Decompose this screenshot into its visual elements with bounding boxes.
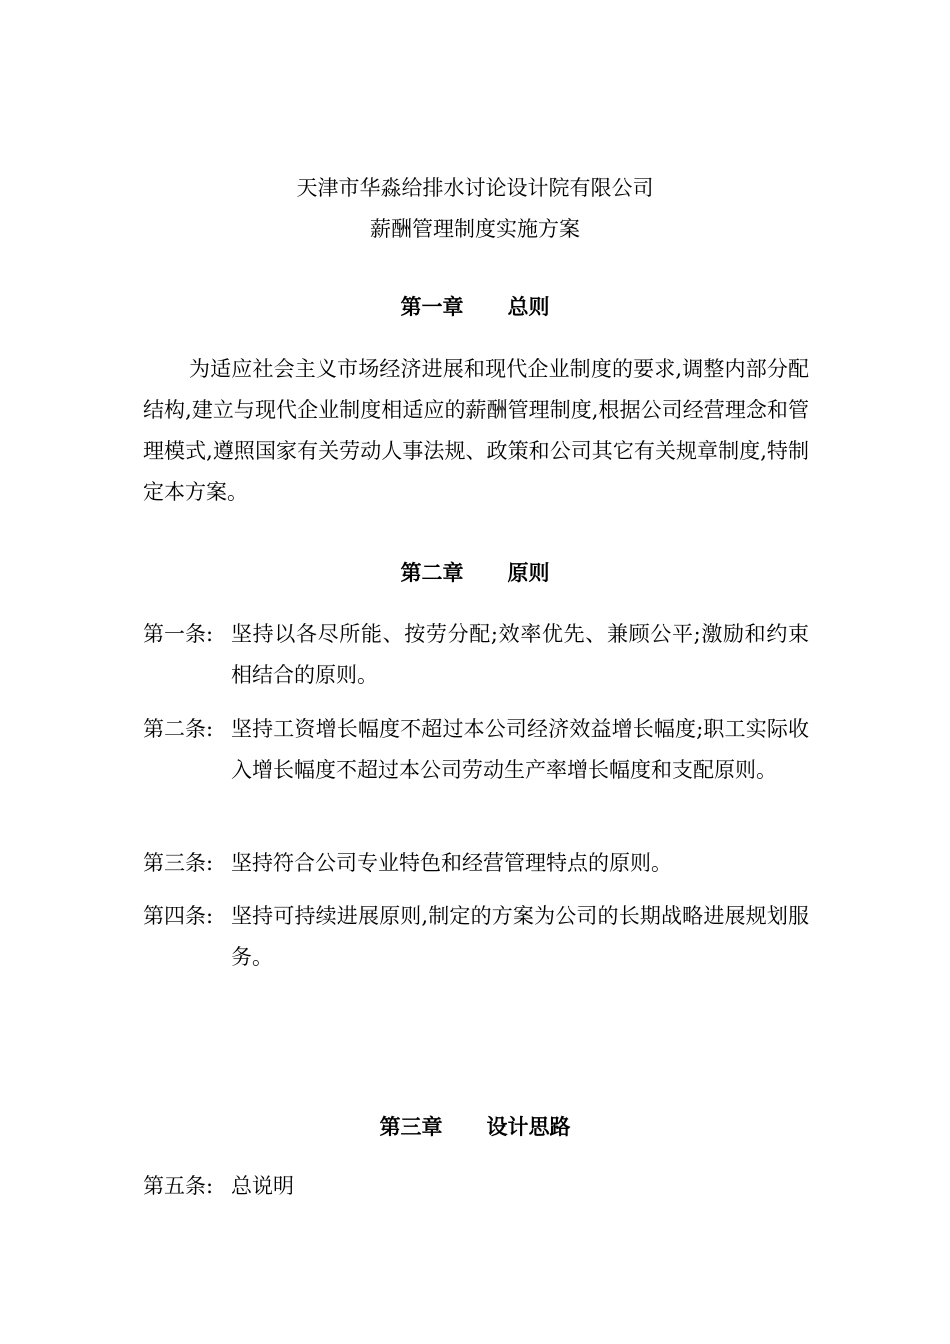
article-5-text: 总说明 bbox=[231, 1174, 294, 1198]
chapter-1-number: 第一章 bbox=[400, 294, 464, 319]
chapter-2-heading bbox=[0, 557, 950, 587]
article-1-label: 第一条: bbox=[143, 622, 214, 646]
chapter-2-name: 原则 bbox=[507, 560, 550, 585]
article-3 bbox=[143, 843, 809, 884]
chapter-1-name: 总则 bbox=[507, 294, 550, 319]
article-2-label: 第二条: bbox=[143, 717, 214, 741]
chapter-3-number: 第三章 bbox=[379, 1114, 443, 1139]
article-5-label: 第五条: bbox=[143, 1174, 214, 1198]
article-2 bbox=[143, 709, 809, 791]
article-1 bbox=[143, 614, 809, 696]
article-4 bbox=[143, 896, 809, 978]
chapter-1-heading bbox=[0, 291, 950, 321]
article-3-text: 坚持符合公司专业特色和经营管理特点的原则。 bbox=[231, 851, 672, 875]
article-5 bbox=[143, 1166, 809, 1207]
document-title-plan: 薪酬管理制度实施方案 bbox=[370, 217, 580, 241]
chapter-2-number: 第二章 bbox=[400, 560, 464, 585]
article-3-label: 第三条: bbox=[143, 851, 214, 875]
article-4-text: 坚持可持续进展原则,制定的方案为公司的长期战略进展规划服务。 bbox=[231, 904, 809, 969]
article-2-text: 坚持工资增长幅度不超过本公司经济效益增长幅度;职工实际收入增长幅度不超过本公司劳动生产率增长幅度和支配原则。 bbox=[231, 717, 809, 782]
article-1-text: 坚持以各尽所能、按劳分配;效率优先、兼顾公平;激励和约束相结合的原则。 bbox=[231, 622, 809, 687]
document-title-company: 天津市华淼给排水讨论设计院有限公司 bbox=[296, 176, 654, 200]
chapter-3-heading bbox=[0, 1111, 950, 1141]
chapter-1-paragraph: 为适应社会主义市场经济进展和现代企业制度的要求,调整内部分配结构,建立与现代企业制度相适应的薪酬管理制度,根据公司经营理念和管理模式,遵照国家有关劳动人事法规、政策和公司其它有关规章制度,特制定本方案。 bbox=[143, 357, 809, 504]
article-4-label: 第四条: bbox=[143, 904, 214, 928]
chapter-3-name: 设计思路 bbox=[486, 1114, 571, 1139]
